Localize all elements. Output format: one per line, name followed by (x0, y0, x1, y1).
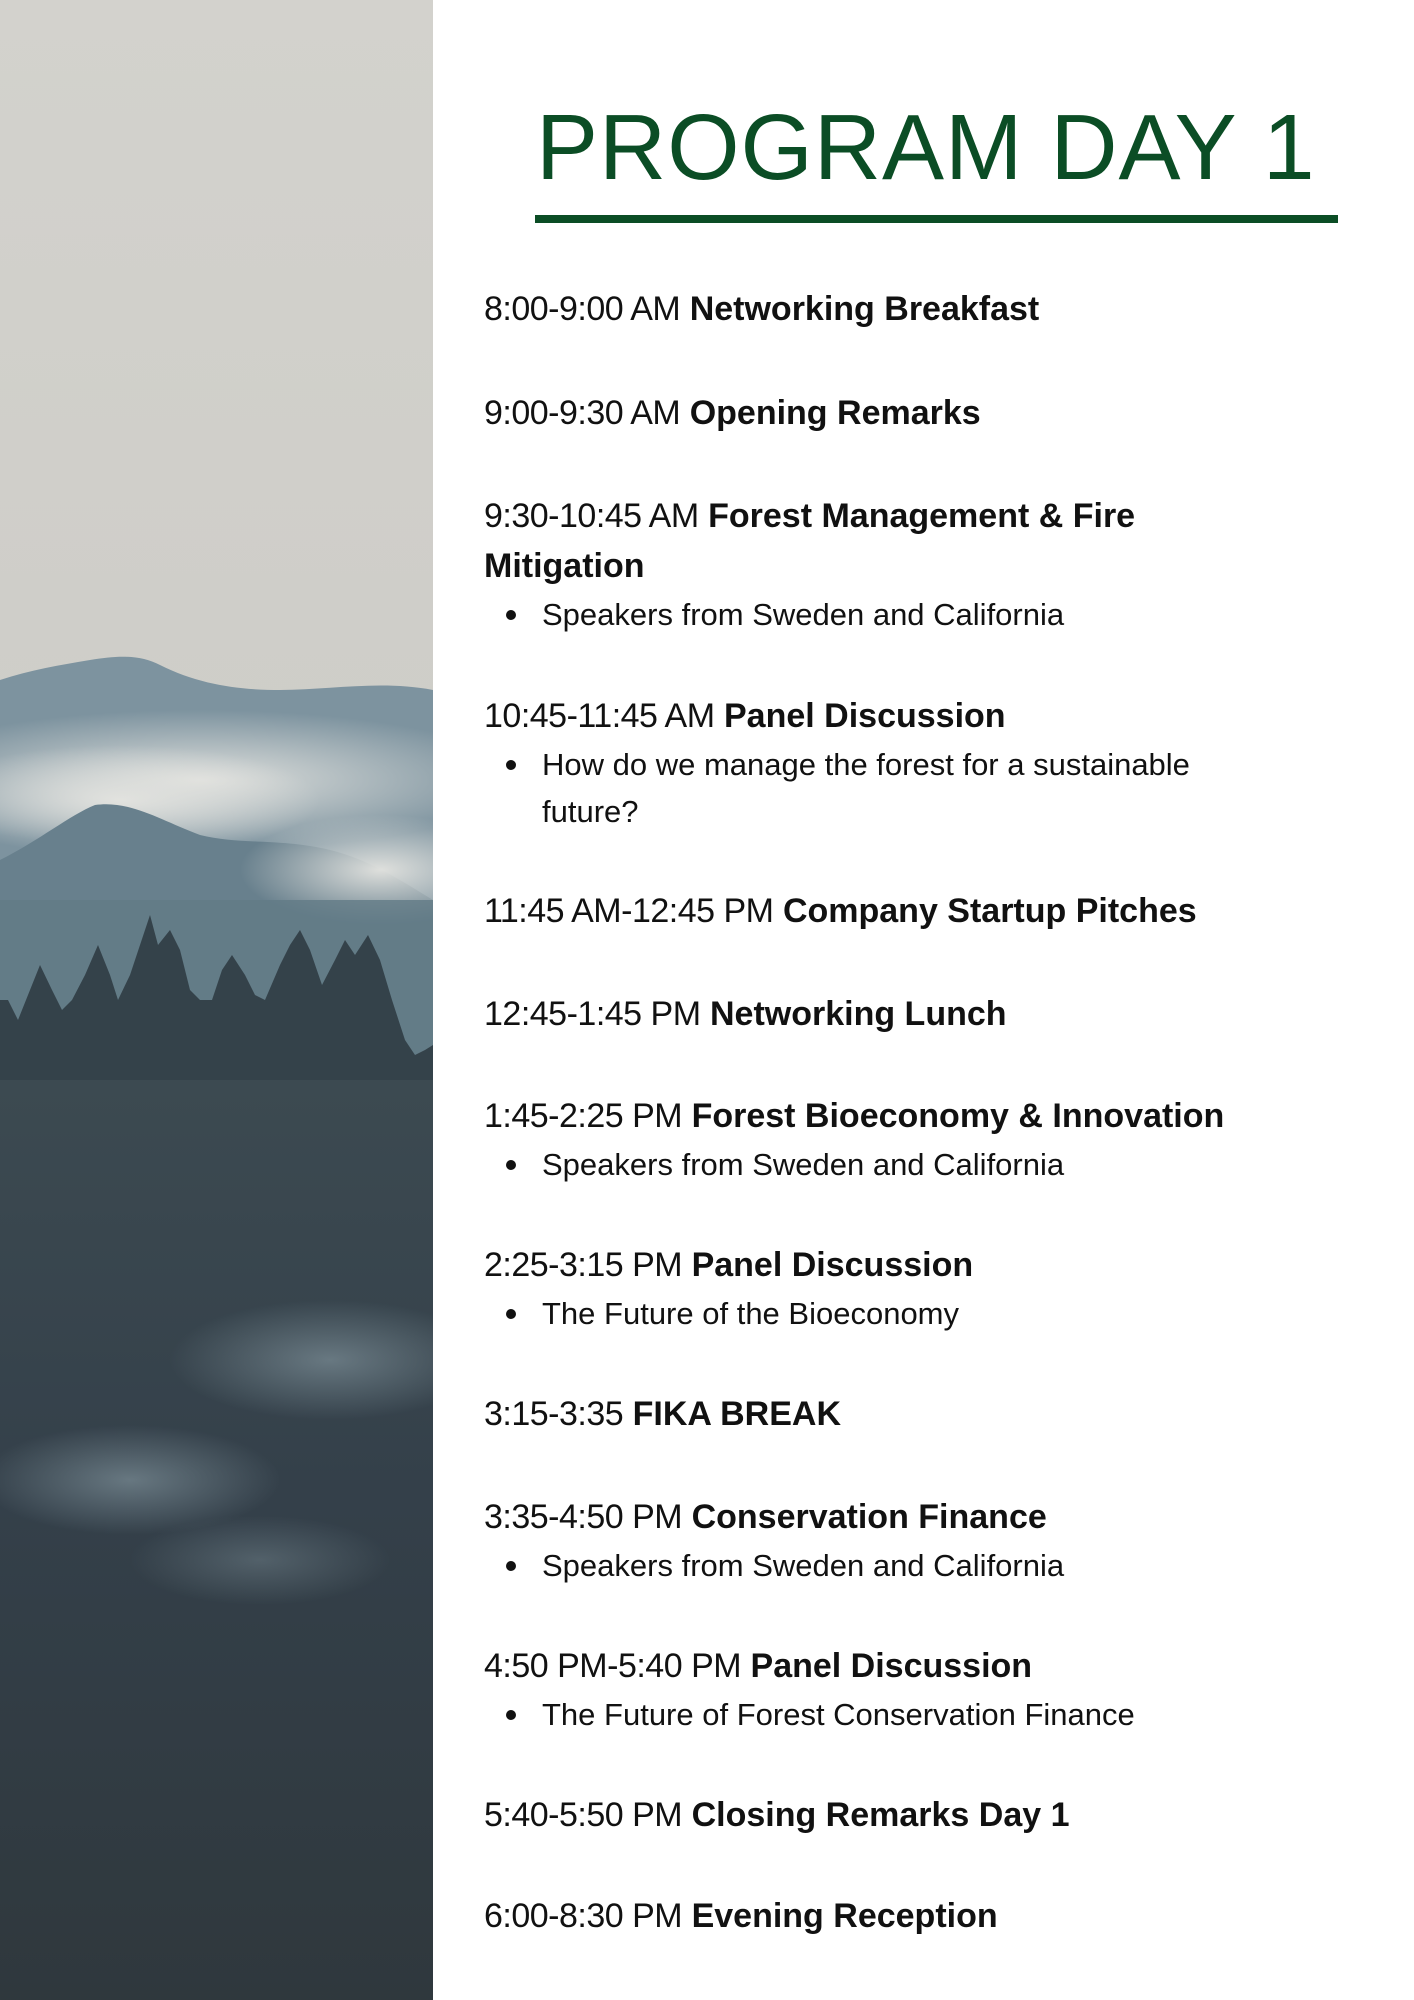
bullet-icon (506, 760, 516, 770)
item-title: Conservation Finance (691, 1498, 1047, 1536)
bullet-item: The Future of Forest Conservation Finance (484, 1691, 1344, 1738)
schedule-item (484, 1492, 1344, 1589)
bullet-icon (506, 610, 516, 620)
item-time: 2:25-3:15 PM (484, 1246, 683, 1284)
item-time: 4:50 PM-5:40 PM (484, 1647, 742, 1685)
item-time: 3:15-3:35 (484, 1395, 624, 1433)
item-bullets (484, 1542, 1344, 1589)
item-title: FIKA BREAK (632, 1395, 842, 1433)
item-title: Forest Bioeconomy & Innovation (691, 1097, 1225, 1135)
page-title: PROGRAM DAY 1 (536, 95, 1316, 199)
schedule-item (484, 886, 1344, 936)
schedule-item (484, 1389, 1344, 1439)
schedule-item (484, 491, 1344, 638)
bullet-icon (506, 1160, 516, 1170)
item-title: Panel Discussion (691, 1246, 974, 1284)
item-time: 11:45 AM-12:45 PM (484, 892, 774, 930)
schedule-item (484, 691, 1344, 835)
bullet-icon (506, 1309, 516, 1319)
item-title: Panel Discussion (724, 697, 1006, 735)
item-title: Closing Remarks Day 1 (691, 1796, 1070, 1834)
item-time: 5:40-5:50 PM (484, 1796, 683, 1834)
bullet-icon (506, 1561, 516, 1571)
item-bullets (484, 741, 1344, 835)
item-time: 12:45-1:45 PM (484, 995, 701, 1033)
item-bullets (484, 1691, 1344, 1738)
item-title: Company Startup Pitches (782, 892, 1197, 930)
item-title: Panel Discussion (750, 1647, 1033, 1685)
item-time: 9:00-9:30 AM (484, 394, 681, 432)
schedule-item (484, 388, 1344, 438)
item-title: Networking Breakfast (689, 290, 1040, 328)
title-underline-divider (535, 215, 1338, 223)
item-bullets (484, 1141, 1344, 1188)
item-time: 6:00-8:30 PM (484, 1897, 683, 1935)
bullet-icon (506, 1710, 516, 1720)
schedule-item (484, 1240, 1344, 1337)
item-bullets (484, 591, 1344, 638)
item-time: 10:45-11:45 AM (484, 697, 715, 735)
schedule-item (484, 1790, 1344, 1840)
item-title: Opening Remarks (689, 394, 981, 432)
schedule-item (484, 1091, 1344, 1188)
bullet-item: Speakers from Sweden and California (484, 591, 1344, 638)
item-title-continued: Mitigation (484, 547, 645, 585)
item-time: 8:00-9:00 AM (484, 290, 681, 328)
bullet-item: Speakers from Sweden and California (484, 1542, 1344, 1589)
item-time: 3:35-4:50 PM (484, 1498, 683, 1536)
item-time: 1:45-2:25 PM (484, 1097, 683, 1135)
item-time: 9:30-10:45 AM (484, 497, 699, 535)
item-title: Evening Reception (691, 1897, 998, 1935)
bullet-item: The Future of the Bioeconomy (484, 1290, 1344, 1337)
item-title: Forest Management & Fire (708, 497, 1136, 535)
bullet-item: How do we manage the forest for a sustainable future? (484, 741, 1344, 835)
forest-landscape-image (0, 0, 433, 2000)
bullet-item: Speakers from Sweden and California (484, 1141, 1344, 1188)
item-bullets (484, 1290, 1344, 1337)
item-title: Networking Lunch (709, 995, 1007, 1033)
forest-photo (0, 0, 433, 2000)
schedule-item (484, 1891, 1344, 1941)
schedule-item (484, 284, 1344, 334)
schedule-item (484, 1641, 1344, 1738)
schedule-item (484, 989, 1344, 1039)
